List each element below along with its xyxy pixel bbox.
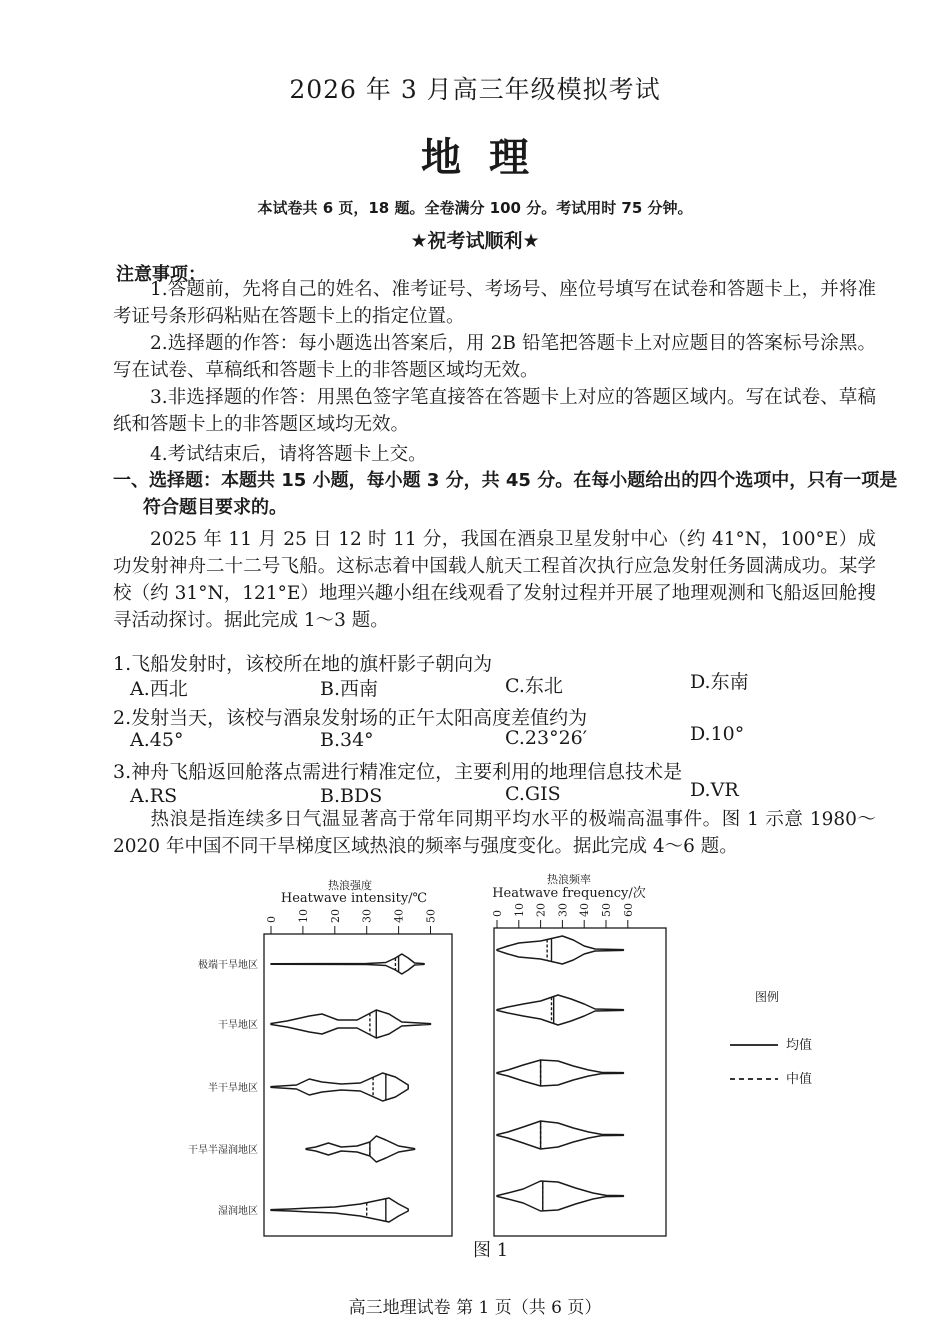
frequency-tick-label-40: 40 xyxy=(578,903,592,917)
frequency-tick-label-10: 10 xyxy=(512,903,526,917)
passage-1: 2025 年 11 月 25 日 12 时 11 分，我国在酒泉卫星发射中心（约 41°N，100°E）成功发射神舟二十二号飞船。这标志着中国载人航天工程首次执行应急发射任务圆满成功。某学校（约 31°N，121°E）地理兴趣小组在线观看了发射过程并开展了地理观测和飞船返回舱搜寻活动探讨。据此完成 1～3 题。 xyxy=(113,529,876,631)
frequency-row-5-violin xyxy=(497,1181,623,1211)
question-3-stem: 3.神舟飞船返回舱落点需进行精准定位，主要利用的地理信息技术是 xyxy=(113,761,683,783)
intensity-row-5-violin xyxy=(271,1198,408,1222)
intensity-tick-label-50: 50 xyxy=(424,909,438,923)
question-1-option-d: D.东南 xyxy=(690,671,749,693)
question-2-stem: 2.发射当天，该校与酒泉发射场的正午太阳高度差值约为 xyxy=(113,707,588,729)
frequency-row-4-violin xyxy=(497,1121,623,1149)
intensity-tick-label-30: 30 xyxy=(360,909,374,923)
intensity-tick-label-40: 40 xyxy=(392,909,406,923)
question-2-option-c: C.23°26′ xyxy=(505,727,588,749)
notice-item-1: 1.答题前，先将自己的姓名、准考证号、考场号、座位号填写在试卷和答题卡上，并将准考证号条形码粘贴在答题卡上的指定位置。 xyxy=(113,279,876,327)
frequency-tick-label-0: 0 xyxy=(491,910,504,917)
intensity-tick-label-10: 10 xyxy=(296,909,310,923)
question-3-option-a: A.RS xyxy=(130,785,178,807)
question-3-option-d: D.VR xyxy=(690,779,739,801)
frequency-tick-label-50: 50 xyxy=(600,903,613,917)
frequency-title-cn: 热浪频率 xyxy=(547,873,591,886)
question-3-option-b: B.BDS xyxy=(320,785,383,807)
figure-caption: 图 1 xyxy=(473,1240,509,1261)
notice-item-2: 2.选择题的作答：每小题选出答案后，用 2B 铅笔把答题卡上对应题目的答案标号涂黑。写在试卷、草稿纸和答题卡上的非答题区域均无效。 xyxy=(113,333,876,381)
frequency-title-en: Heatwave frequency/次 xyxy=(492,886,646,901)
section-heading: 一、选择题：本题共 15 小题，每小题 3 分，共 45 分。在每小题给出的四个选项中，只有一项是符合题目要求的。 xyxy=(113,470,898,518)
passage-2: 热浪是指连续多日气温显著高于常年同期平均水平的极端高温事件。图 1 示意 1980～2020 年中国不同干旱梯度区域热浪的频率与强度变化。据此完成 4～6 题。 xyxy=(113,809,876,857)
intensity-title-cn: 热浪强度 xyxy=(328,879,372,892)
intensity-title-en: Heatwave intensity/℃ xyxy=(280,891,428,906)
question-2-option-d: D.10° xyxy=(690,723,745,745)
region-label-4: 干旱半湿润地区 xyxy=(188,1145,258,1156)
frequency-row-3-violin xyxy=(497,1060,623,1086)
legend-median-label: 中值 xyxy=(786,1072,813,1087)
region-label-3: 半干旱地区 xyxy=(208,1083,258,1094)
legend-mean-label: 均值 xyxy=(786,1038,813,1053)
question-1-option-c: C.东北 xyxy=(505,675,563,697)
question-1-option-b: B.西南 xyxy=(320,678,379,700)
question-1-stem: 1.飞船发射时，该校所在地的旗杆影子朝向为 xyxy=(113,653,493,675)
region-label-1: 极端干旱地区 xyxy=(198,960,258,971)
subject-title: 地理 xyxy=(421,135,557,181)
frequency-tick-label-60: 60 xyxy=(621,903,635,917)
frequency-row-1-violin xyxy=(497,936,623,964)
notice-item-4: 4.考试结束后，请将答题卡上交。 xyxy=(150,444,427,465)
notice-item-3: 3.非选择题的作答：用黑色签字笔直接答在答题卡上对应的答题区域内。写在试卷、草稿纸和答题卡上的非答题区域均无效。 xyxy=(113,387,876,435)
legend-title: 图例 xyxy=(755,990,780,1004)
frequency-tick-label-20: 20 xyxy=(534,903,548,917)
exam-info: 本试卷共 6 页，18 题。全卷满分 100 分。考试用时 75 分钟。 xyxy=(257,199,693,217)
question-2-option-b: B.34° xyxy=(320,729,374,751)
notice-title: 注意事项： xyxy=(116,264,206,285)
intensity-row-1-violin xyxy=(271,954,424,974)
question-2-option-a: A.45° xyxy=(130,729,184,751)
frequency-row-2-violin xyxy=(497,995,623,1025)
frequency-tick-label-30: 30 xyxy=(556,903,570,917)
page-footer: 高三地理试卷 第 1 页（共 6 页） xyxy=(348,1298,602,1318)
question-1-option-a: A.西北 xyxy=(130,678,188,700)
intensity-tick-label-0: 0 xyxy=(265,916,278,923)
intensity-tick-label-20: 20 xyxy=(328,909,342,923)
question-3-option-c: C.GIS xyxy=(505,783,561,805)
intensity-row-3-violin xyxy=(271,1073,408,1101)
intensity-row-4-violin xyxy=(306,1136,415,1162)
blessing-line: ★祝考试顺利★ xyxy=(410,230,540,252)
exam-title: 2026 年 3 月高三年级模拟考试 xyxy=(289,75,661,104)
intensity-row-2-violin xyxy=(271,1010,431,1038)
region-label-2: 干旱地区 xyxy=(218,1020,258,1031)
region-label-5: 湿润地区 xyxy=(218,1206,258,1217)
